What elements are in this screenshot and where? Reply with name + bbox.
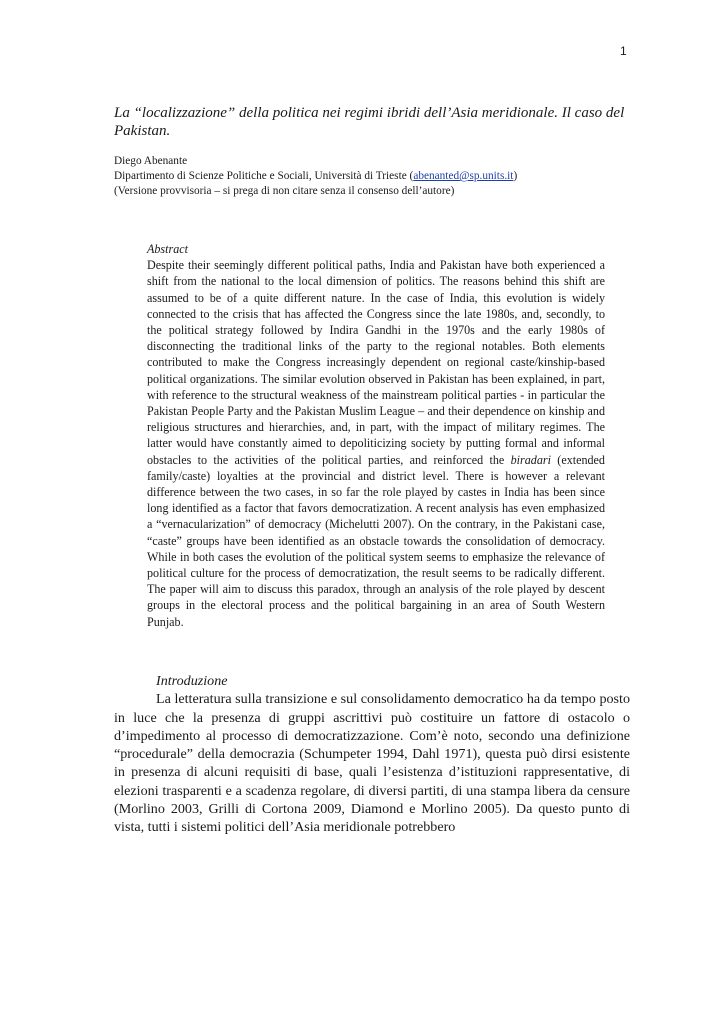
author-block	[114, 154, 634, 199]
abstract-heading: Abstract	[147, 242, 188, 256]
draft-note: (Versione provvisoria – si prega di non citare senza il consenso dell’autore)	[114, 185, 455, 197]
abstract-text-part1: Despite their seemingly different political paths, India and Pakistan have both experienced a shift from the national to the local dimension of politics. The reasons behind this shift are assumed to be of a quite different nature. In the case of India, this evolution is widely connected to the crisis that has affected the Congress since the late 1980s, and, secondly, to the political strategy followed by Indira Gandhi in the 1970s and the early 1980s of disconnecting the traditional links of the party to the regional notables. Both elements contributed to make the Congress increasingly dependent on regional caste/kinship-based political organizations. The similar evolution observed in Pakistan has been explained, in part, with reference to the structural weakness of the mainstream political parties - in particular the Pakistan People Party and the Pakistan Muslim League – and their dependence on kinship and religious structures and hierarchies, and, in part, with the impact of military regimes. The latter would have constantly aimed to depoliticizing society by putting formal and informal obstacles to the activities of the political parties, and reinforced the	[147, 258, 605, 467]
abstract-text	[147, 257, 605, 630]
author-name: Diego Abenante	[114, 155, 188, 167]
author-affiliation	[114, 169, 634, 184]
affiliation-close: )	[513, 170, 518, 182]
abstract-text-part2: (extended family/caste) loyalties at the provincial and district level. There is however a relevant difference between the two cases, in so far the role played by castes in India has been since long identified as a factor that favors democratization. A recent analysis has even emphasized a “vernacularization” of democracy (Michelutti 2007). On the contrary, in the Pakistani case, “caste” groups have been identified as an obstacle towards the consolidation of democracy. While in both cases the evolution of the political system seems to emphasize the relevance of political culture for the process of democratization, the result seems to be radically different. The paper will aim to discuss this paradox, through an analysis of the role played by descent groups in the electoral process and the political bargaining in an area of South Western Punjab.	[147, 452, 605, 629]
abstract-italic-term: biradari	[510, 452, 551, 467]
page-number: 1	[620, 44, 627, 58]
paper-title: La “localizzazione” della politica nei regimi ibridi dell’Asia meridionale. Il caso del Pakistan.	[114, 105, 625, 139]
introduction-paragraph: La letteratura sulla transizione e sul consolidamento democratico ha da tempo posto in luce che la presenza di gruppi ascrittivi può costituire un fattore di ostacolo o d’impedimento al processo di democratizzazione. Com’è noto, secondo una definizione “procedurale” della democrazia (Schumpeter 1994, Dahl 1971), questa può dirsi esistente in presenza di alcuni requisiti di base, quali l’esistenza d’istituzioni rappresentative, di elezioni trasparenti e a scadenza regolare, di diversi partiti, di una stampa libera da censure (Morlino 2003, Grilli di Cortona 2009, Diamond e Morlino 2005). Da questo punto di vista, tutti i sistemi politici dell’Asia meridionale potrebbero	[114, 691, 630, 836]
abstract-section	[147, 241, 605, 630]
introduction-section	[114, 672, 630, 837]
author-email-link[interactable]: abenanted@sp.units.it	[413, 170, 514, 182]
introduction-heading: Introduzione	[156, 673, 228, 689]
affiliation-text: Dipartimento di Scienze Politiche e Sociali, Università di Trieste (	[114, 170, 414, 182]
